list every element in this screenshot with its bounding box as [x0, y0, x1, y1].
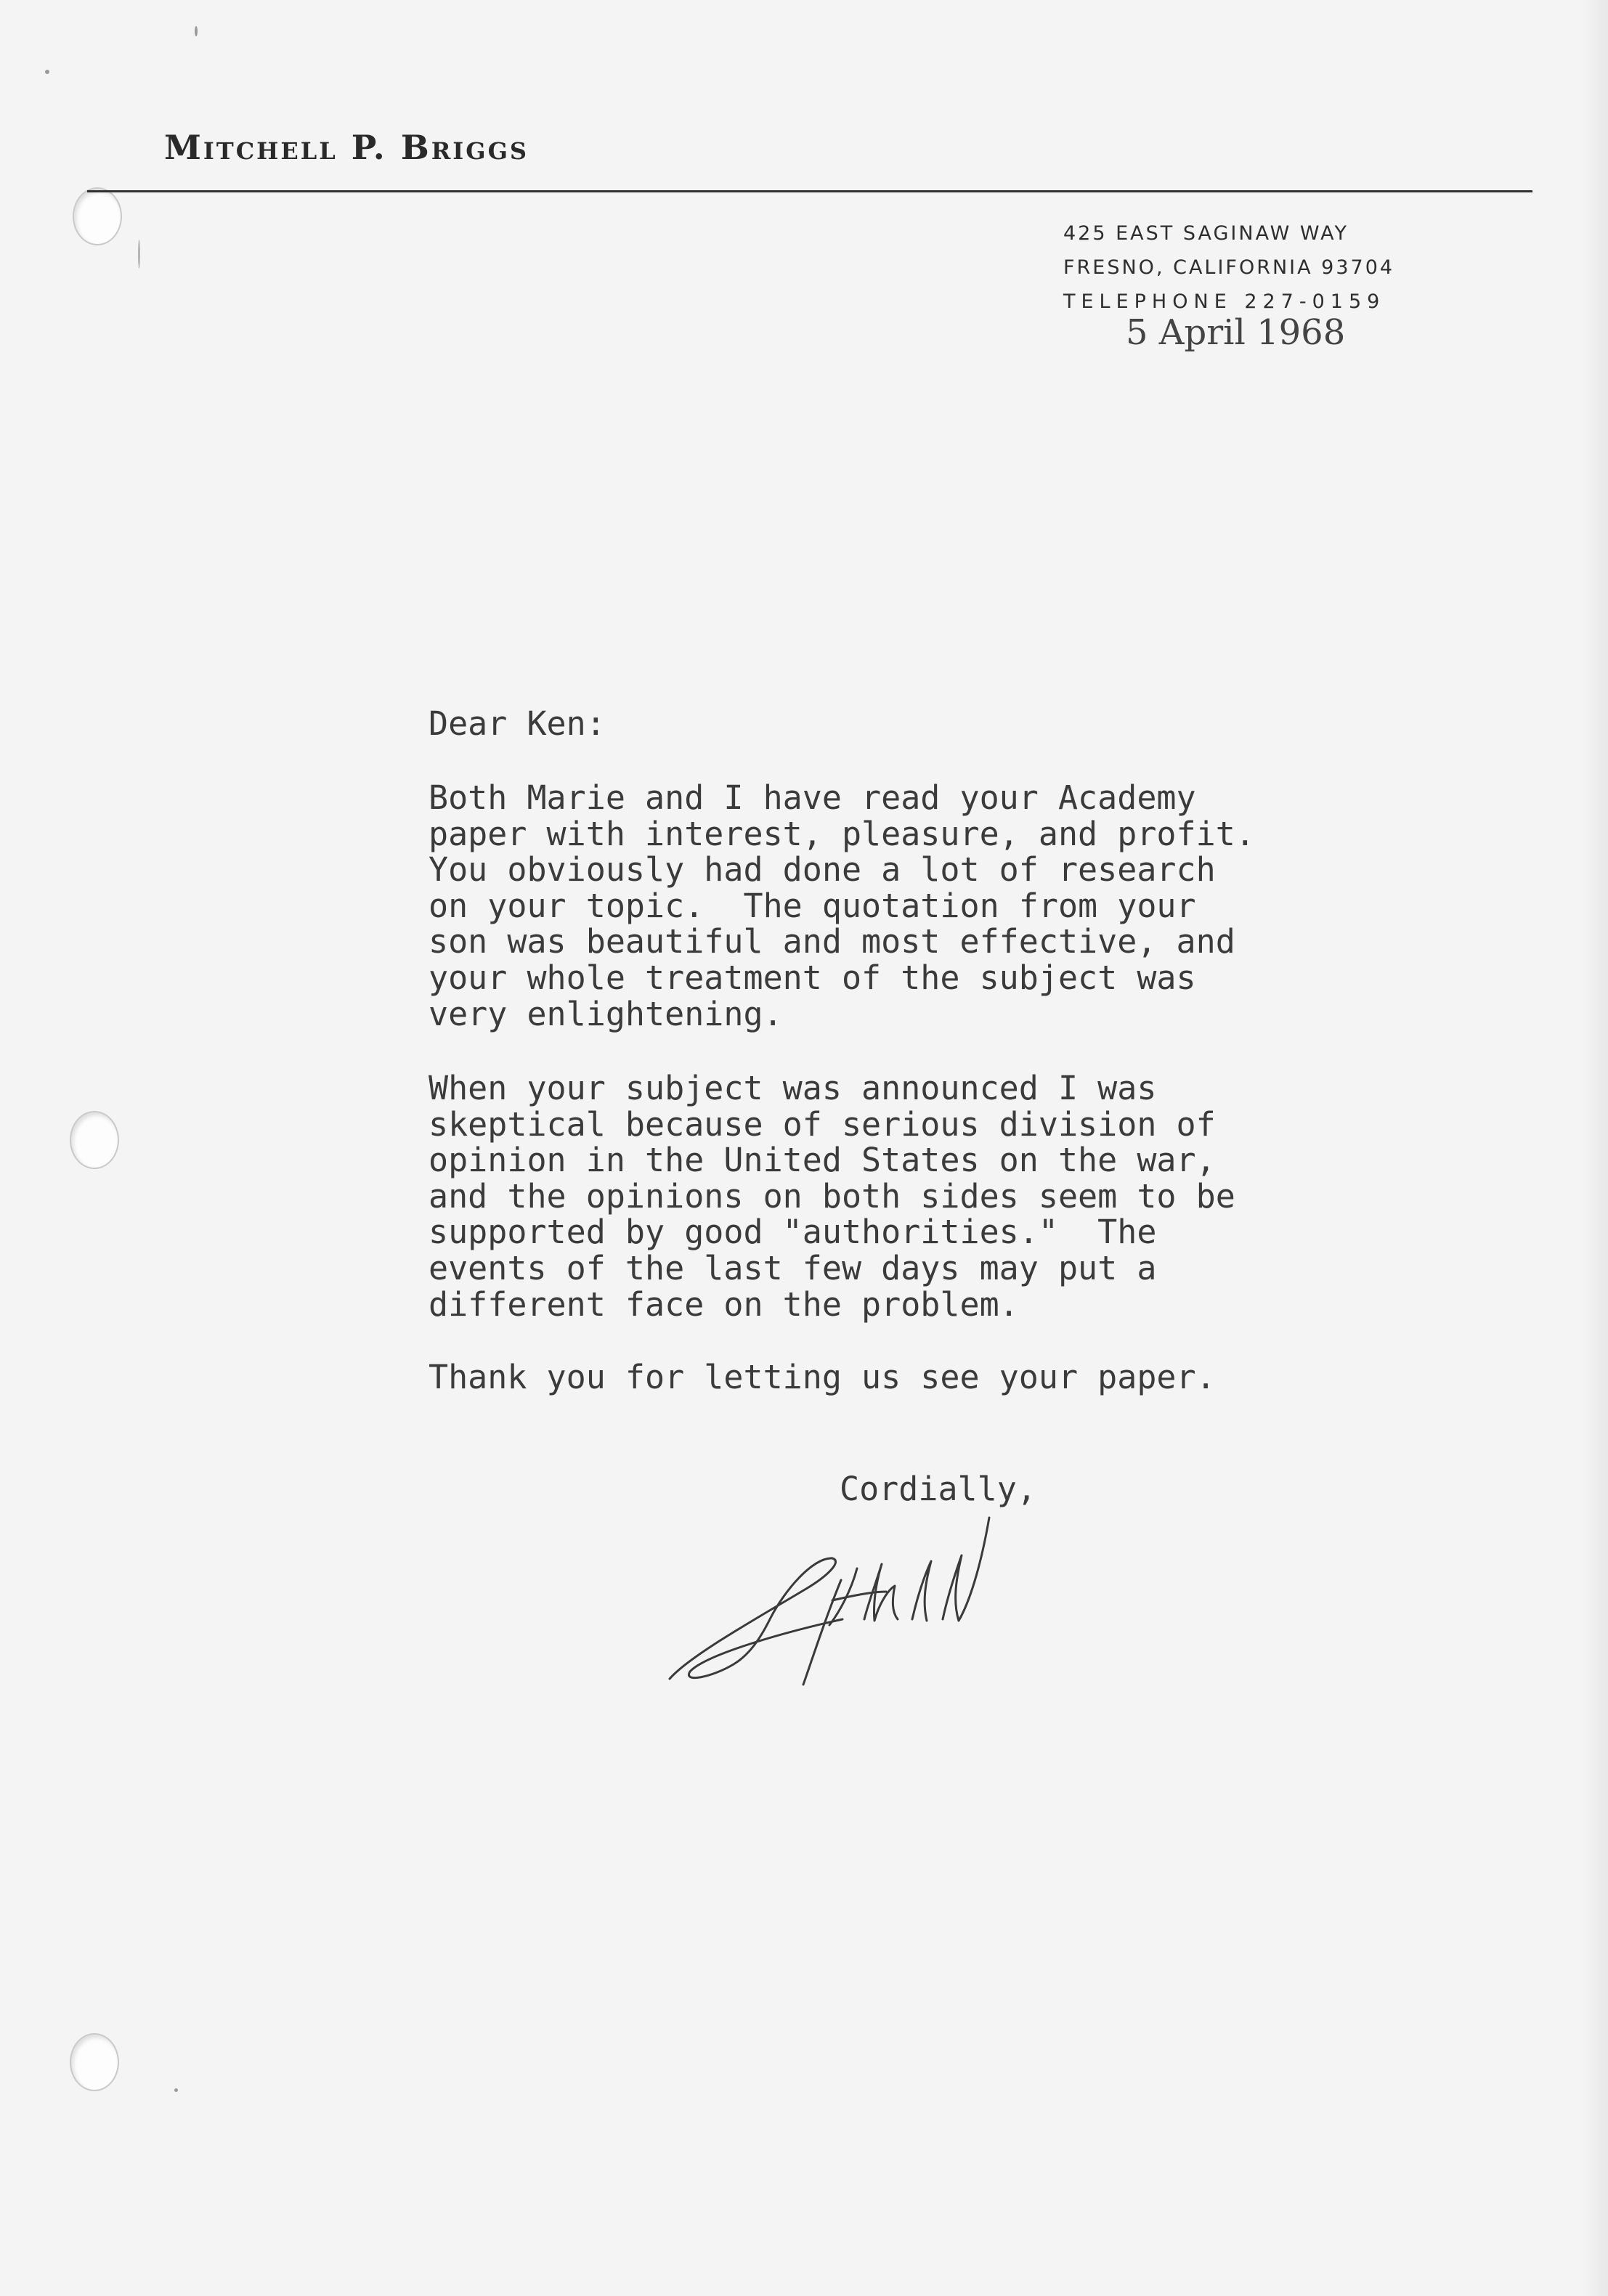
- letterhead-name: Mitchell P. Briggs: [164, 128, 529, 167]
- letterhead-address: [1063, 216, 1394, 319]
- paragraph-line: events of the last few days may put a: [429, 1248, 1157, 1287]
- letter-paragraph-2: [429, 1070, 1235, 1322]
- paragraph-line: paper with interest, pleasure, and profit.: [429, 814, 1255, 853]
- punch-hole-bottom: [70, 2033, 119, 2091]
- punch-hole-middle: [70, 1111, 119, 1169]
- address-street: 425 EAST SAGINAW WAY: [1063, 222, 1349, 245]
- address-city: FRESNO, CALIFORNIA 93704: [1063, 256, 1395, 279]
- paragraph-line: very enlightening.: [429, 994, 783, 1033]
- address-telephone: TELEPHONE 227-0159: [1063, 290, 1386, 313]
- paragraph-line: on your topic. The quotation from your: [429, 886, 1196, 925]
- paragraph-line: son was beautiful and most effective, and: [429, 922, 1235, 961]
- paragraph-line: your whole treatment of the subject was: [429, 958, 1196, 997]
- paper-speck: [45, 70, 49, 74]
- handwritten-signature: [661, 1510, 1068, 1699]
- letterhead-rule: [87, 190, 1532, 192]
- paragraph-line: Both Marie and I have read your Academy: [429, 778, 1196, 817]
- paper-speck: [195, 26, 198, 36]
- paragraph-line: different face on the problem.: [429, 1285, 1019, 1324]
- paragraph-line: and the opinions on both sides seem to be: [429, 1176, 1235, 1216]
- letter-closing: Cordially,: [840, 1470, 1036, 1508]
- paragraph-line: Thank you for letting us see your paper.: [429, 1358, 1216, 1396]
- page-edge-shadow: [1582, 0, 1608, 2296]
- letter-paragraph-3: [429, 1359, 1216, 1396]
- paragraph-line: When your subject was announced I was: [429, 1069, 1157, 1107]
- letter-paragraph-1: [429, 780, 1255, 1032]
- paragraph-line: skeptical because of serious division of: [429, 1104, 1216, 1144]
- letter-date: 5 April 1968: [1126, 312, 1346, 353]
- letter-salutation: Dear Ken:: [429, 704, 606, 743]
- paragraph-line: supported by good "authorities." The: [429, 1213, 1157, 1252]
- paper-speck: [174, 2088, 178, 2092]
- punch-hole-top: [73, 187, 122, 245]
- paper-speck: [138, 240, 140, 269]
- paragraph-line: opinion in the United States on the war,: [429, 1141, 1216, 1180]
- paragraph-line: You obviously had done a lot of research: [429, 850, 1216, 890]
